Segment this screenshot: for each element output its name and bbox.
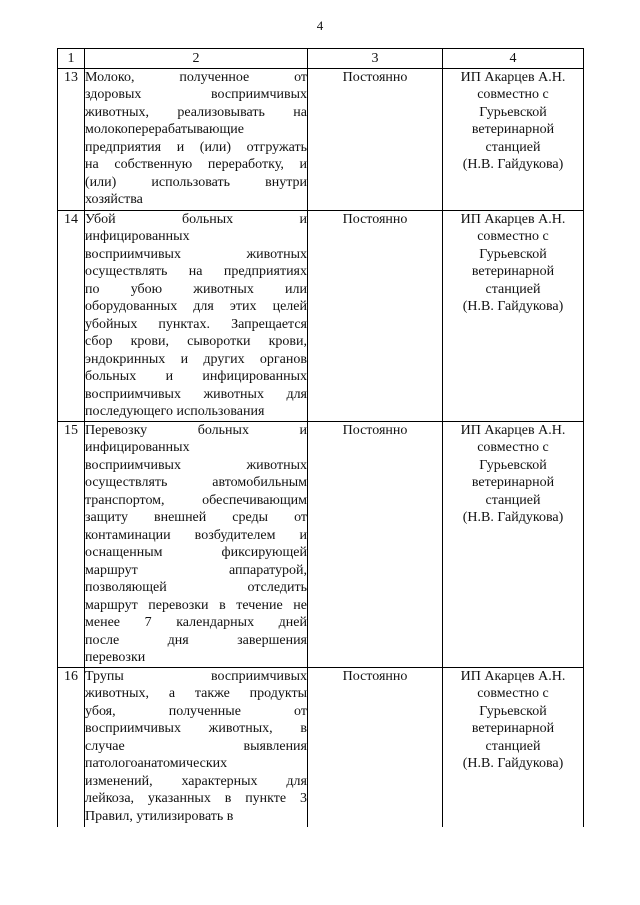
measures-table	[57, 48, 584, 827]
description-line: Правил, утилизировать в	[85, 808, 234, 824]
description-line: случае выявления	[85, 738, 307, 754]
execution-term: Постоянно	[308, 68, 443, 210]
description-line: лейкоза, указанных в пункте 3	[85, 791, 307, 806]
description-line: оснащенным фиксирующей	[85, 545, 307, 560]
responsible-party	[443, 210, 584, 421]
description-line: осуществлять на предприятиях	[85, 264, 307, 279]
description-line: инфицированных	[85, 229, 190, 244]
responsible-line: ветеринарной станцией	[471, 721, 555, 754]
description-line: животных, а также продукты	[85, 686, 307, 701]
responsible-line: ветеринарной станцией	[471, 264, 555, 297]
description-line: Трупы восприимчивых	[85, 668, 307, 684]
responsible-line: Гурьевской	[479, 104, 547, 120]
description-line: эндокринных и других органов	[85, 351, 307, 367]
description-line: менее 7 календарных дней	[85, 615, 307, 630]
responsible-party	[443, 68, 584, 210]
description-line: перевозки	[85, 650, 146, 665]
table-body	[58, 49, 584, 827]
description-line: позволяющей отследить	[85, 580, 307, 595]
responsible-line: ИП Акарцев А.Н.	[460, 668, 566, 684]
description-line: инфицированных	[85, 440, 190, 455]
responsible-line: Гурьевской	[479, 246, 547, 262]
header-cell-4: 4	[443, 49, 584, 69]
description-line: осуществлять автомобильным	[85, 475, 307, 490]
responsible-line: ИП Акарцев А.Н.	[460, 69, 566, 85]
description-line: маршрут перевозки в течение не	[85, 597, 307, 613]
execution-term: Постоянно	[308, 421, 443, 667]
table-row	[58, 210, 584, 421]
description-line: патологоанатомических	[85, 756, 228, 771]
measure-description	[85, 667, 308, 827]
header-cell-3: 3	[308, 49, 443, 69]
description-line: по убою животных или	[85, 281, 307, 297]
description-line: убойных пунктах. Запрещается	[85, 316, 307, 332]
measure-description	[85, 210, 308, 421]
measure-description	[85, 421, 308, 667]
description-line: убоя, полученные от	[85, 703, 307, 719]
description-line: изменений, характерных для	[85, 773, 307, 789]
description-line: контаминации возбудителем и	[85, 527, 307, 543]
execution-term: Постоянно	[308, 667, 443, 827]
responsible-line: совместно с	[477, 686, 549, 701]
responsible-line: совместно с	[477, 440, 549, 455]
execution-term: Постоянно	[308, 210, 443, 421]
description-line: (или) использовать внутри	[85, 174, 307, 190]
description-line: на собственную переработку, и	[85, 157, 307, 172]
responsible-party	[443, 421, 584, 667]
description-line: защиту внешней среды от	[85, 510, 307, 525]
measure-description	[85, 68, 308, 210]
responsible-line: (Н.В. Гайдукова)	[462, 510, 564, 525]
row-number: 13	[58, 68, 85, 210]
row-number: 16	[58, 667, 85, 827]
description-line: восприимчивых животных	[85, 457, 307, 473]
page-number: 4	[316, 18, 324, 33]
responsible-line: Гурьевской	[479, 457, 547, 473]
description-line: маршрут аппаратурой,	[85, 562, 307, 578]
responsible-line: совместно с	[477, 229, 549, 244]
description-line: восприимчивых животных для	[85, 386, 307, 402]
description-line: оборудованных для этих целей	[85, 299, 307, 314]
responsible-line: Гурьевской	[479, 703, 547, 719]
table-header-row	[58, 49, 584, 69]
responsible-party	[443, 667, 584, 827]
description-line: больных и инфицированных	[85, 369, 307, 384]
description-line: после дня завершения	[85, 632, 307, 648]
description-line: Молоко, полученное от	[85, 69, 307, 85]
description-line: здоровых восприимчивых	[85, 87, 307, 102]
table-row	[58, 421, 584, 667]
responsible-line: (Н.В. Гайдукова)	[462, 299, 564, 314]
description-line: последующего использования	[85, 404, 265, 419]
description-line: сбор крови, сыворотки крови,	[85, 334, 307, 349]
description-line: предприятия и (или) отгружать	[85, 139, 307, 155]
row-number: 15	[58, 421, 85, 667]
description-line: животных, реализовывать на	[85, 104, 307, 120]
description-line: восприимчивых животных	[85, 246, 307, 262]
description-line: хозяйства	[85, 192, 143, 207]
responsible-line: ветеринарной станцией	[471, 475, 555, 508]
description-line: Перевозку больных и	[85, 422, 307, 438]
responsible-line: (Н.В. Гайдукова)	[462, 157, 564, 172]
row-number: 14	[58, 210, 85, 421]
table-row	[58, 68, 584, 210]
description-line: молокоперерабатывающие	[85, 122, 244, 137]
responsible-line: ИП Акарцев А.Н.	[460, 211, 566, 227]
responsible-line: совместно с	[477, 87, 549, 102]
header-cell-1: 1	[58, 49, 85, 69]
description-line: транспортом, обеспечивающим	[85, 492, 307, 508]
responsible-line: (Н.В. Гайдукова)	[462, 756, 564, 771]
responsible-line: ИП Акарцев А.Н.	[460, 422, 566, 438]
table-row	[58, 667, 584, 827]
header-cell-2: 2	[85, 49, 308, 69]
responsible-line: ветеринарной станцией	[471, 122, 555, 155]
description-line: восприимчивых животных, в	[85, 721, 307, 736]
description-line: Убой больных и	[85, 211, 307, 227]
